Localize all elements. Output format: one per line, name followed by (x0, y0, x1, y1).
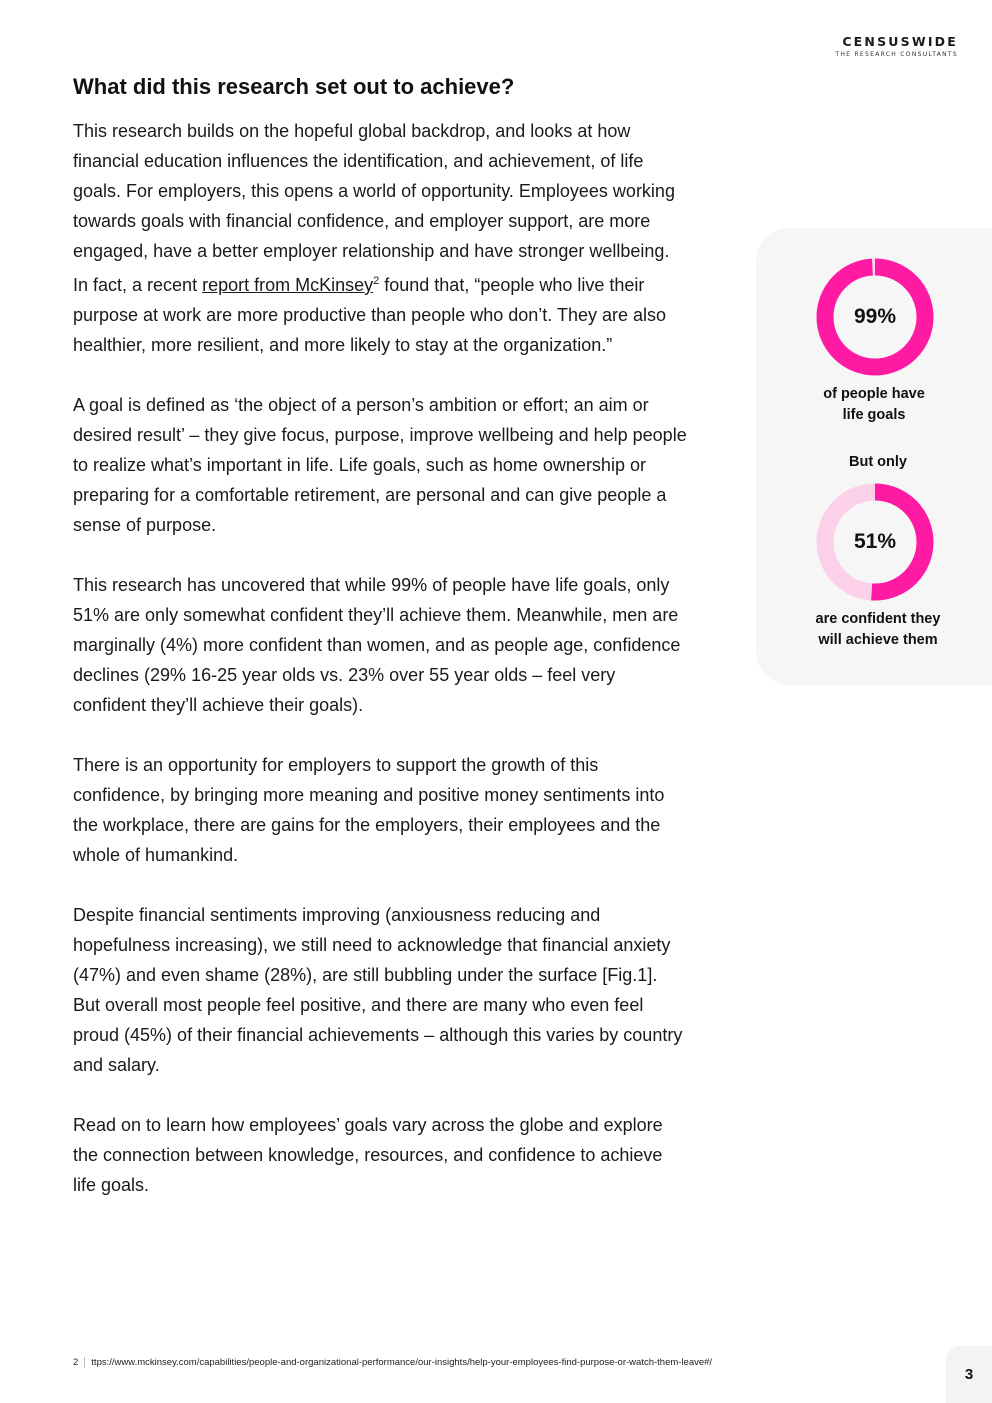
confidence-caption (760, 609, 992, 651)
page-number: 3 (946, 1346, 992, 1403)
paragraph-4: There is an opportunity for employers to support the growth of this confidence, by bringing more meaning and positive money sentiments into the workplace, there are gains for the employers, their employees and the whole of humankind. (73, 755, 665, 865)
goals-caption-line1: of people have (823, 386, 925, 402)
goals-caption (756, 384, 992, 426)
paragraph-1-end: found that, “people who live their purpose at work are more productive than people who don’t. They are also healthier, more resilient, and more likely to stay at the organization.” (73, 275, 667, 355)
body-text (73, 116, 688, 1230)
confidence-donut (816, 483, 934, 601)
paragraph-6: Read on to learn how employees’ goals vary across the globe and explore the connection between knowledge, resources, and confidence to achieve life goals. (73, 1115, 663, 1195)
paragraph-1 (73, 116, 688, 360)
but-only-label: But only (849, 454, 907, 470)
paragraph-2: A goal is defined as ‘the object of a person’s ambition or effort; an aim or desired result’ – they give focus, purpose, improve wellbeing and help people to realize what’s important in life. Life goals, such as home ownership or preparing for a comfortable retirement, are personal and can give people a sense of purpose. (73, 395, 687, 535)
mckinsey-report-link[interactable]: report from McKinsey (202, 275, 374, 295)
confidence-caption-line1: are confident they (815, 611, 941, 627)
confidence-caption-line2: will achieve them (818, 632, 938, 648)
goals-donut (816, 258, 934, 376)
footnote (73, 1357, 712, 1368)
paragraph-1-start: This research builds on the hopeful global backdrop, and looks at how financial education influences the identification, and achievement, of life goals. For employers, this opens a world of opportunity. Employees working towards goals with financial confidence, and employer support, are more engaged, have a better employer relationship and have stronger wellbeing. In fact, a recent (73, 121, 675, 295)
paragraph-3: This research has uncovered that while 99% of people have life goals, only 51% are only somewhat confident they’ll achieve them. Meanwhile, men are marginally (4%) more confident than women, and as people age, confidence declines (29% 16-25 year olds vs. 23% over 55 year olds – feel very confident they’ll achieve their goals). (73, 575, 681, 715)
paragraph-5: Despite financial sentiments improving (anxiousness reducing and hopefulness increasing), we still need to acknowledge that financial anxiety (47%) and even shame (28%), are still bubbling under the surface [Fig.1]. But overall most people feel positive, and there are many who even feel proud (45%) of their financial achievements – although this varies by country and salary. (73, 905, 683, 1075)
section-heading: What did this research set out to achieve? (73, 74, 515, 99)
censuswide-logo (835, 34, 958, 58)
footnote-number: 2 (73, 1357, 85, 1368)
goals-percent: 99% (853, 305, 897, 328)
goals-caption-line2: life goals (842, 407, 906, 423)
logo-wordmark: CENSUSWIDE (842, 34, 958, 49)
stats-panel (756, 228, 992, 685)
confidence-percent: 51% (853, 530, 897, 553)
footnote-ref: 2 (373, 275, 380, 287)
footnote-url[interactable]: ttps://www.mckinsey.com/capabilities/people-and-organizational-performance/our-insights/help-your-employees-find-purpose-or-watch-them-leave#/ (91, 1357, 713, 1368)
logo-tagline: THE RESEARCH CONSULTANTS (835, 51, 958, 58)
